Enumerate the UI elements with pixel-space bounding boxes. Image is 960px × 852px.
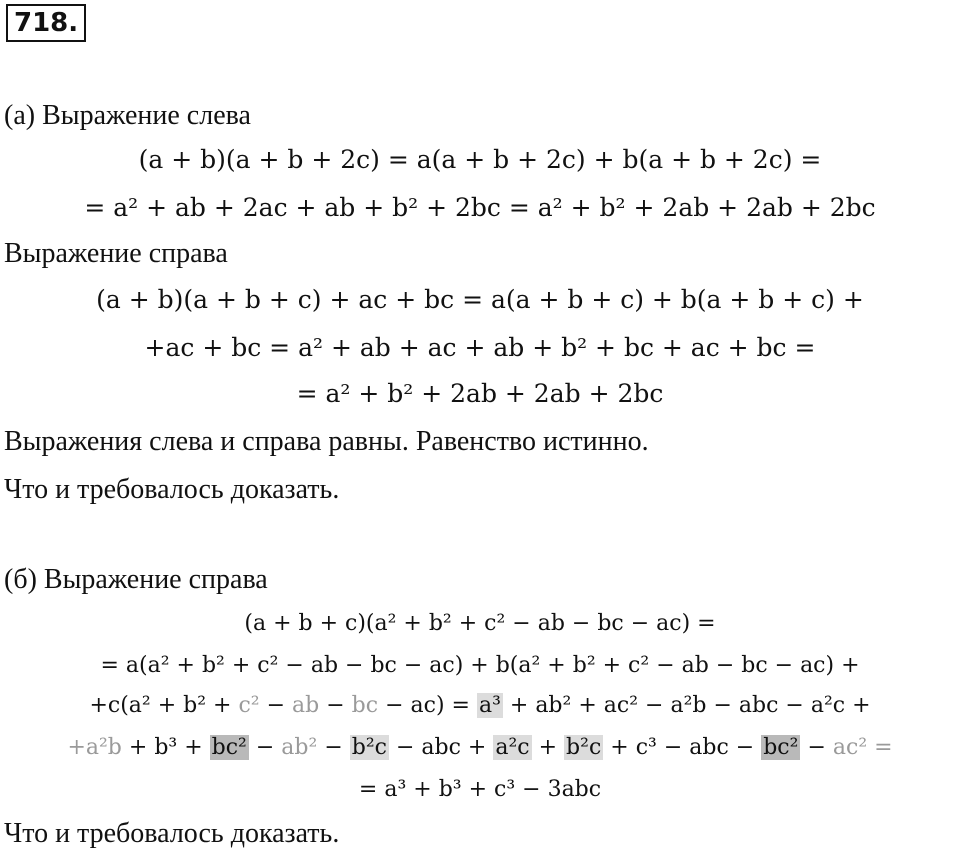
part-b-qed: Что и требовалось доказать. xyxy=(4,818,340,849)
term: ab² xyxy=(535,693,572,718)
term: abc xyxy=(738,693,779,718)
part-a-conclusion: Выражения слева и справа равны. Равенство истинно. xyxy=(4,426,649,457)
operator: + xyxy=(460,735,494,760)
term: bc xyxy=(351,693,379,718)
term: b²c xyxy=(351,735,387,760)
term: bc² xyxy=(211,735,247,760)
operator: + xyxy=(502,693,536,718)
term: c³ xyxy=(635,735,657,760)
operator: − xyxy=(378,693,411,718)
term: a²b xyxy=(670,693,707,718)
operator: + xyxy=(603,735,636,760)
operator: = xyxy=(444,693,477,718)
part-b-line-1: (a + b + c)(a² + b² + c² − ab − bc − ac) = xyxy=(244,611,716,636)
operator: − xyxy=(388,735,422,760)
term: b²c xyxy=(566,735,602,760)
operator: − xyxy=(317,735,350,760)
term: ab² xyxy=(281,735,318,760)
term: ac² xyxy=(603,693,639,718)
term: b² xyxy=(183,693,207,718)
term: a³ xyxy=(478,693,501,718)
term: abc xyxy=(689,735,729,760)
part-b-line-5: = a³ + b³ + c³ − 3abc xyxy=(358,777,602,802)
term: +c(a² xyxy=(89,693,151,718)
operator: − xyxy=(638,693,671,718)
operator: − xyxy=(248,735,282,760)
operator: + xyxy=(531,735,565,760)
part-b-line-3 xyxy=(0,688,960,724)
term: a²c + xyxy=(810,693,871,718)
part-a-left-label: (а) Выражение слева xyxy=(4,100,251,131)
operator: − xyxy=(728,735,762,760)
term: +a²b xyxy=(67,735,122,760)
operator: − xyxy=(706,693,739,718)
part-a-left-line-2: = a² + ab + 2ac + ab + b² + 2bc = a² + b² + 2ab + 2ab + 2bc xyxy=(84,193,876,222)
operator: + xyxy=(206,693,239,718)
term: a²c xyxy=(495,735,530,760)
part-a-right-line-1: (a + b)(a + b + c) + ac + bc = a(a + b + c) + b(a + b + c) + xyxy=(96,285,864,314)
operator: + xyxy=(571,693,604,718)
part-b-right-label: (б) Выражение справа xyxy=(4,564,268,595)
term: bc² xyxy=(763,735,799,760)
term: ac) xyxy=(410,693,445,718)
term: c² xyxy=(238,693,260,718)
term: abc xyxy=(421,735,461,760)
operator: − xyxy=(800,735,833,760)
operator: − xyxy=(319,693,352,718)
operator: + xyxy=(150,693,184,718)
part-a-right-line-2: +ac + bc = a² + ab + ac + ab + b² + bc + ac + bc = xyxy=(144,333,816,362)
part-a-qed: Что и требовалось доказать. xyxy=(4,474,340,505)
term: b³ xyxy=(154,735,178,760)
operator: − xyxy=(778,693,811,718)
operator: + xyxy=(121,735,155,760)
operator: − xyxy=(259,693,293,718)
problem-number: 718. xyxy=(6,4,86,42)
term: ab xyxy=(292,693,320,718)
part-b-line-2: = a(a² + b² + c² − ab − bc − ac) + b(a² + b² + c² − ab − bc − ac) + xyxy=(100,653,860,678)
part-a-left-line-1: (a + b)(a + b + 2c) = a(a + b + 2c) + b(a + b + 2c) = xyxy=(138,145,822,174)
part-b-line-4 xyxy=(0,730,960,766)
operator: − xyxy=(656,735,690,760)
part-a-right-label: Выражение справа xyxy=(4,238,228,269)
operator: + xyxy=(177,735,210,760)
term: ac² = xyxy=(832,735,893,760)
part-a-right-line-3: = a² + b² + 2ab + 2ab + 2bc xyxy=(296,379,664,408)
